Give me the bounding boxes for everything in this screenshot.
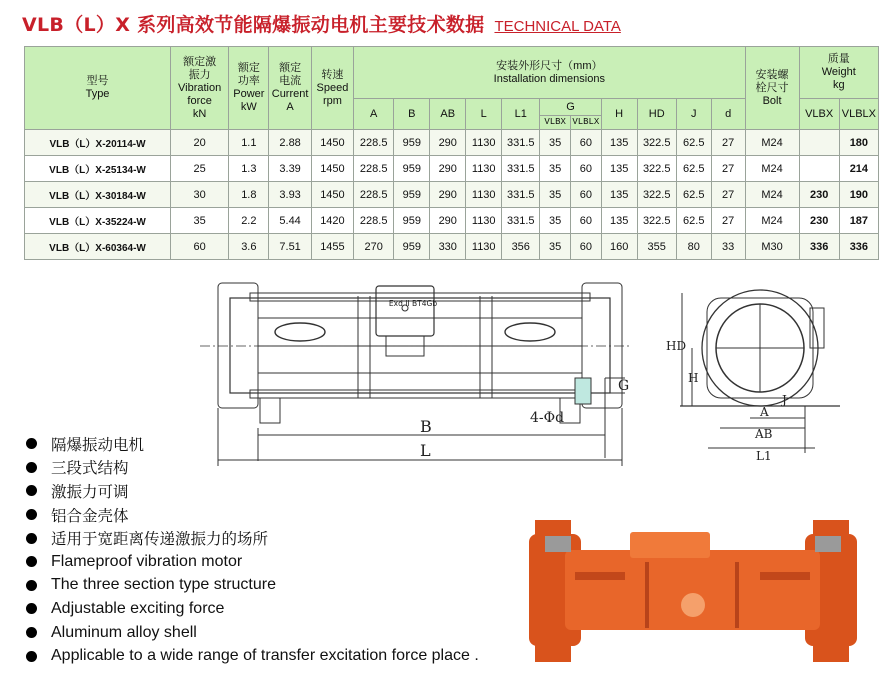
- dim-h-label: H: [688, 371, 699, 385]
- feature-text: Adjustable exciting force: [51, 599, 225, 617]
- header-dim-b: B: [394, 99, 430, 130]
- table-cell: M24: [745, 182, 799, 208]
- model-cell: VLB（L）X-20114-W: [25, 130, 171, 156]
- table-cell: 322.5: [637, 130, 676, 156]
- dim-g-label: G: [618, 378, 630, 394]
- header-g-vlblx: VLBLX: [570, 116, 601, 130]
- table-cell: 1455: [311, 234, 353, 260]
- page-title-block: [22, 10, 621, 40]
- bullet-icon: [26, 627, 37, 638]
- table-cell: 228.5: [354, 182, 394, 208]
- header-dim-ab: AB: [430, 99, 466, 130]
- table-cell: 27: [711, 208, 745, 234]
- table-cell: 959: [394, 182, 430, 208]
- dim-hd-label: HD: [666, 339, 687, 353]
- table-cell: 3.39: [269, 156, 311, 182]
- table-cell: 959: [394, 208, 430, 234]
- table-cell: 3.6: [229, 234, 269, 260]
- table-cell: 60: [570, 234, 601, 260]
- header-speed: 转速 Speed rpm: [311, 47, 353, 130]
- header-install-dimensions: 安装外形尺寸（mm） Installation dimensions: [354, 47, 745, 99]
- table-cell: 35: [540, 156, 571, 182]
- table-row: [25, 182, 879, 208]
- table-row: [25, 156, 879, 182]
- table-cell: 1130: [466, 130, 502, 156]
- table-cell: 959: [394, 156, 430, 182]
- table-cell: 160: [601, 234, 637, 260]
- table-cell: 330: [430, 234, 466, 260]
- header-force: 额定激 振力 Vibration force kN: [171, 47, 229, 130]
- bullet-icon: [26, 603, 37, 614]
- dim-j-label: J: [782, 393, 787, 407]
- feature-item: [26, 479, 479, 503]
- table-cell: 7.51: [269, 234, 311, 260]
- header-dim-j: J: [676, 99, 711, 130]
- table-cell: 1420: [311, 208, 353, 234]
- header-bolt: 安装螺 栓尺寸 Bolt: [745, 47, 799, 130]
- table-cell: 180: [839, 130, 878, 156]
- table-cell: 27: [711, 130, 745, 156]
- dim-ab-label: AB: [755, 427, 773, 441]
- table-cell: 214: [839, 156, 878, 182]
- table-cell: 290: [430, 130, 466, 156]
- table-cell: 331.5: [502, 156, 540, 182]
- table-cell: 25: [171, 156, 229, 182]
- motor-photo: [515, 510, 875, 665]
- table-cell: 1.1: [229, 130, 269, 156]
- bullet-icon: [26, 651, 37, 662]
- bullet-icon: [26, 485, 37, 496]
- table-cell: 27: [711, 156, 745, 182]
- header-dim-l1: L1: [502, 99, 540, 130]
- table-cell: 331.5: [502, 182, 540, 208]
- table-cell: 270: [354, 234, 394, 260]
- header-dim-g: G: [540, 99, 601, 116]
- feature-item: [26, 621, 479, 645]
- table-cell: M24: [745, 208, 799, 234]
- bullet-icon: [26, 438, 37, 449]
- feature-text: 三段式结构: [51, 459, 129, 478]
- table-cell: 62.5: [676, 130, 711, 156]
- table-cell: 1130: [466, 208, 502, 234]
- model-cell: VLB（L）X-35224-W: [25, 208, 171, 234]
- table-cell: 290: [430, 156, 466, 182]
- bullet-icon: [26, 509, 37, 520]
- table-cell: 62.5: [676, 182, 711, 208]
- table-cell: 322.5: [637, 182, 676, 208]
- side-view-drawing: [660, 278, 850, 473]
- table-cell: 35: [171, 208, 229, 234]
- table-cell: 35: [540, 234, 571, 260]
- table-row: [25, 234, 879, 260]
- feature-item: [26, 597, 479, 621]
- feature-item: [26, 432, 479, 456]
- table-cell: 5.44: [269, 208, 311, 234]
- table-cell: 187: [839, 208, 878, 234]
- feature-list: [26, 432, 479, 668]
- table-cell: [799, 156, 839, 182]
- table-cell: 322.5: [637, 208, 676, 234]
- table-cell: 959: [394, 130, 430, 156]
- table-cell: 1.3: [229, 156, 269, 182]
- table-cell: 322.5: [637, 156, 676, 182]
- feature-item: [26, 574, 479, 598]
- table-cell: 3.93: [269, 182, 311, 208]
- dim-l-label: L: [420, 441, 431, 460]
- table-cell: 35: [540, 130, 571, 156]
- table-cell: 60: [570, 208, 601, 234]
- table-cell: 228.5: [354, 130, 394, 156]
- table-cell: 135: [601, 130, 637, 156]
- feature-item: [26, 644, 479, 668]
- table-cell: 62.5: [676, 156, 711, 182]
- header-weight-vlbx: VLBX: [799, 99, 839, 130]
- table-cell: 62.5: [676, 208, 711, 234]
- feature-item: [26, 503, 479, 527]
- table-cell: 331.5: [502, 130, 540, 156]
- table-cell: 1450: [311, 156, 353, 182]
- feature-item: [26, 456, 479, 480]
- header-type: 型号 Type: [25, 47, 171, 130]
- model-cell: VLB（L）X-60364-W: [25, 234, 171, 260]
- table-cell: 20: [171, 130, 229, 156]
- table-cell: 1450: [311, 182, 353, 208]
- header-dim-hd: HD: [637, 99, 676, 130]
- table-cell: 228.5: [354, 156, 394, 182]
- feature-text: 激振力可调: [51, 482, 129, 501]
- table-cell: 135: [601, 156, 637, 182]
- feature-text: 适用于宽距离传递激振力的场所: [51, 530, 269, 549]
- page-title: VLB（L）X 系列高效节能隔爆振动电机主要技术数据: [22, 14, 485, 36]
- feature-item: [26, 526, 479, 550]
- header-current: 额定 电流 Current A: [269, 47, 311, 130]
- table-row: [25, 130, 879, 156]
- table-cell: 33: [711, 234, 745, 260]
- table-cell: 27: [711, 182, 745, 208]
- bullet-icon: [26, 533, 37, 544]
- feature-text: 铝合金壳体: [51, 506, 129, 525]
- table-cell: 290: [430, 208, 466, 234]
- header-dim-h: H: [601, 99, 637, 130]
- table-cell: [799, 130, 839, 156]
- table-cell: 1.8: [229, 182, 269, 208]
- table-cell: M24: [745, 130, 799, 156]
- table-cell: 135: [601, 182, 637, 208]
- table-cell: 959: [394, 234, 430, 260]
- table-cell: 2.2: [229, 208, 269, 234]
- bullet-icon: [26, 462, 37, 473]
- table-cell: 35: [540, 182, 571, 208]
- dim-a-label: A: [760, 405, 769, 419]
- feature-text: Aluminum alloy shell: [51, 623, 197, 641]
- table-cell: 35: [540, 208, 571, 234]
- table-cell: 355: [637, 234, 676, 260]
- bullet-icon: [26, 556, 37, 567]
- table-cell: 336: [839, 234, 878, 260]
- feature-text: Flameproof vibration motor: [51, 552, 243, 570]
- table-cell: 135: [601, 208, 637, 234]
- table-cell: 331.5: [502, 208, 540, 234]
- table-cell: 60: [570, 156, 601, 182]
- model-cell: VLB（L）X-25134-W: [25, 156, 171, 182]
- dim-b-label: B: [420, 417, 432, 436]
- table-row: [25, 208, 879, 234]
- model-cell: VLB（L）X-30184-W: [25, 182, 171, 208]
- header-weight: 质量 Weight kg: [799, 47, 878, 99]
- table-cell: 1130: [466, 234, 502, 260]
- table-cell: 30: [171, 182, 229, 208]
- table-cell: 356: [502, 234, 540, 260]
- table-cell: 60: [171, 234, 229, 260]
- table-cell: 80: [676, 234, 711, 260]
- table-cell: 1130: [466, 182, 502, 208]
- table-cell: 230: [799, 182, 839, 208]
- feature-text: Applicable to a wide range of transfer excitation force place .: [51, 647, 479, 665]
- table-cell: 336: [799, 234, 839, 260]
- header-dim-a: A: [354, 99, 394, 130]
- bullet-icon: [26, 580, 37, 591]
- feature-item: [26, 550, 479, 574]
- table-cell: 60: [570, 130, 601, 156]
- table-cell: 190: [839, 182, 878, 208]
- hole-label: 4-Φd: [530, 410, 565, 426]
- feature-text: The three section type structure: [51, 576, 276, 594]
- table-cell: 60: [570, 182, 601, 208]
- feature-text: 隔爆振动电机: [51, 435, 145, 454]
- table-cell: 2.88: [269, 130, 311, 156]
- table-cell: M30: [745, 234, 799, 260]
- technical-data-label: TECHNICAL DATA: [494, 18, 621, 35]
- table-cell: 290: [430, 182, 466, 208]
- technical-data-table: [24, 46, 879, 260]
- table-cell: 1450: [311, 130, 353, 156]
- header-power: 额定 功率 Power kW: [229, 47, 269, 130]
- header-weight-vlblx: VLBLX: [839, 99, 878, 130]
- header-g-vlbx: VLBX: [540, 116, 571, 130]
- table-cell: 230: [799, 208, 839, 234]
- table-cell: 228.5: [354, 208, 394, 234]
- plate-label: Exd II BT4Gb: [388, 299, 438, 308]
- dim-l1-label: L1: [756, 449, 772, 463]
- header-dim-l: L: [466, 99, 502, 130]
- table-cell: 1130: [466, 156, 502, 182]
- header-dim-d: d: [711, 99, 745, 130]
- table-cell: M24: [745, 156, 799, 182]
